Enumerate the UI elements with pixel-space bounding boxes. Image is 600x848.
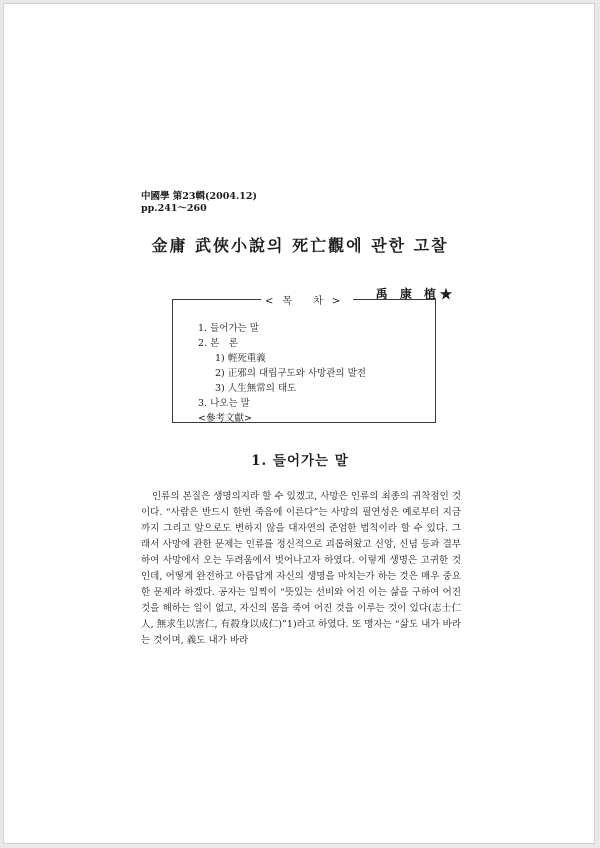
toc-subitem: 1) 輕死重義: [215, 353, 266, 364]
toc-subitem: 3) 人生無常의 태도: [215, 383, 297, 394]
journal-volume: 中國學 第23輯(2004.12): [141, 191, 257, 202]
toc-item: 2. 본 론: [198, 338, 238, 349]
author-name: 禹 康 植★: [375, 287, 456, 301]
body-paragraph: 인류의 본질은 생명의지라 할 수 있겠고, 사망은 인류의 최종의 귀착점인 것이다. “사람은 반드시 한번 죽음에 이른다”는 사망의 필연성은 예로부터 지금까지 그리고 앞으로도 변하지 않을 대자연의 준엄한 법칙이라 할 수 있다. 그래서 사망에 관한 문제는 인류를 정신적으로 괴롭혀왔고 신앙, 신념 등과 결부하여 사망에서 오는 두려움에서 벗어나고자 하였다. 이렇게 생명은 고귀한 것인데, 어떻게 완전하고 아름답게 자신의 생명을 마치는가 하는 것은 매우 중요한 문제라 하겠다. 공자는 일찍이 “뜻있는 선비와 어진 이는 삶을 구하여 어진 것을 해하는 일이 없고, 자신의 몸을 죽여 어진 것을 이루는 것이 있다(志士仁人, 無求生以害仁, 有殺身以成仁)”1)라고 하였다. 또 맹자는 “삶도 내가 바라는 것이며, 義도 내가 바라: [141, 491, 461, 646]
journal-pages: pp.241～260: [141, 203, 207, 214]
toc-item: 1. 들어가는 말: [198, 323, 259, 334]
section-heading: 1. 들어가는 말: [251, 453, 349, 469]
toc-item: <參考文獻>: [198, 413, 252, 424]
toc-heading: <목 차>: [261, 292, 353, 307]
toc-list: [198, 321, 366, 426]
journal-info: [141, 191, 257, 215]
paper-title: 金庸 武俠小說의 死亡觀에 관한 고찰: [151, 236, 449, 255]
body-text: [141, 489, 461, 649]
toc-item: 3. 나오는 말: [198, 398, 250, 409]
toc-subitem: 2) 正邪의 대립구도와 사망관의 발전: [215, 368, 366, 379]
